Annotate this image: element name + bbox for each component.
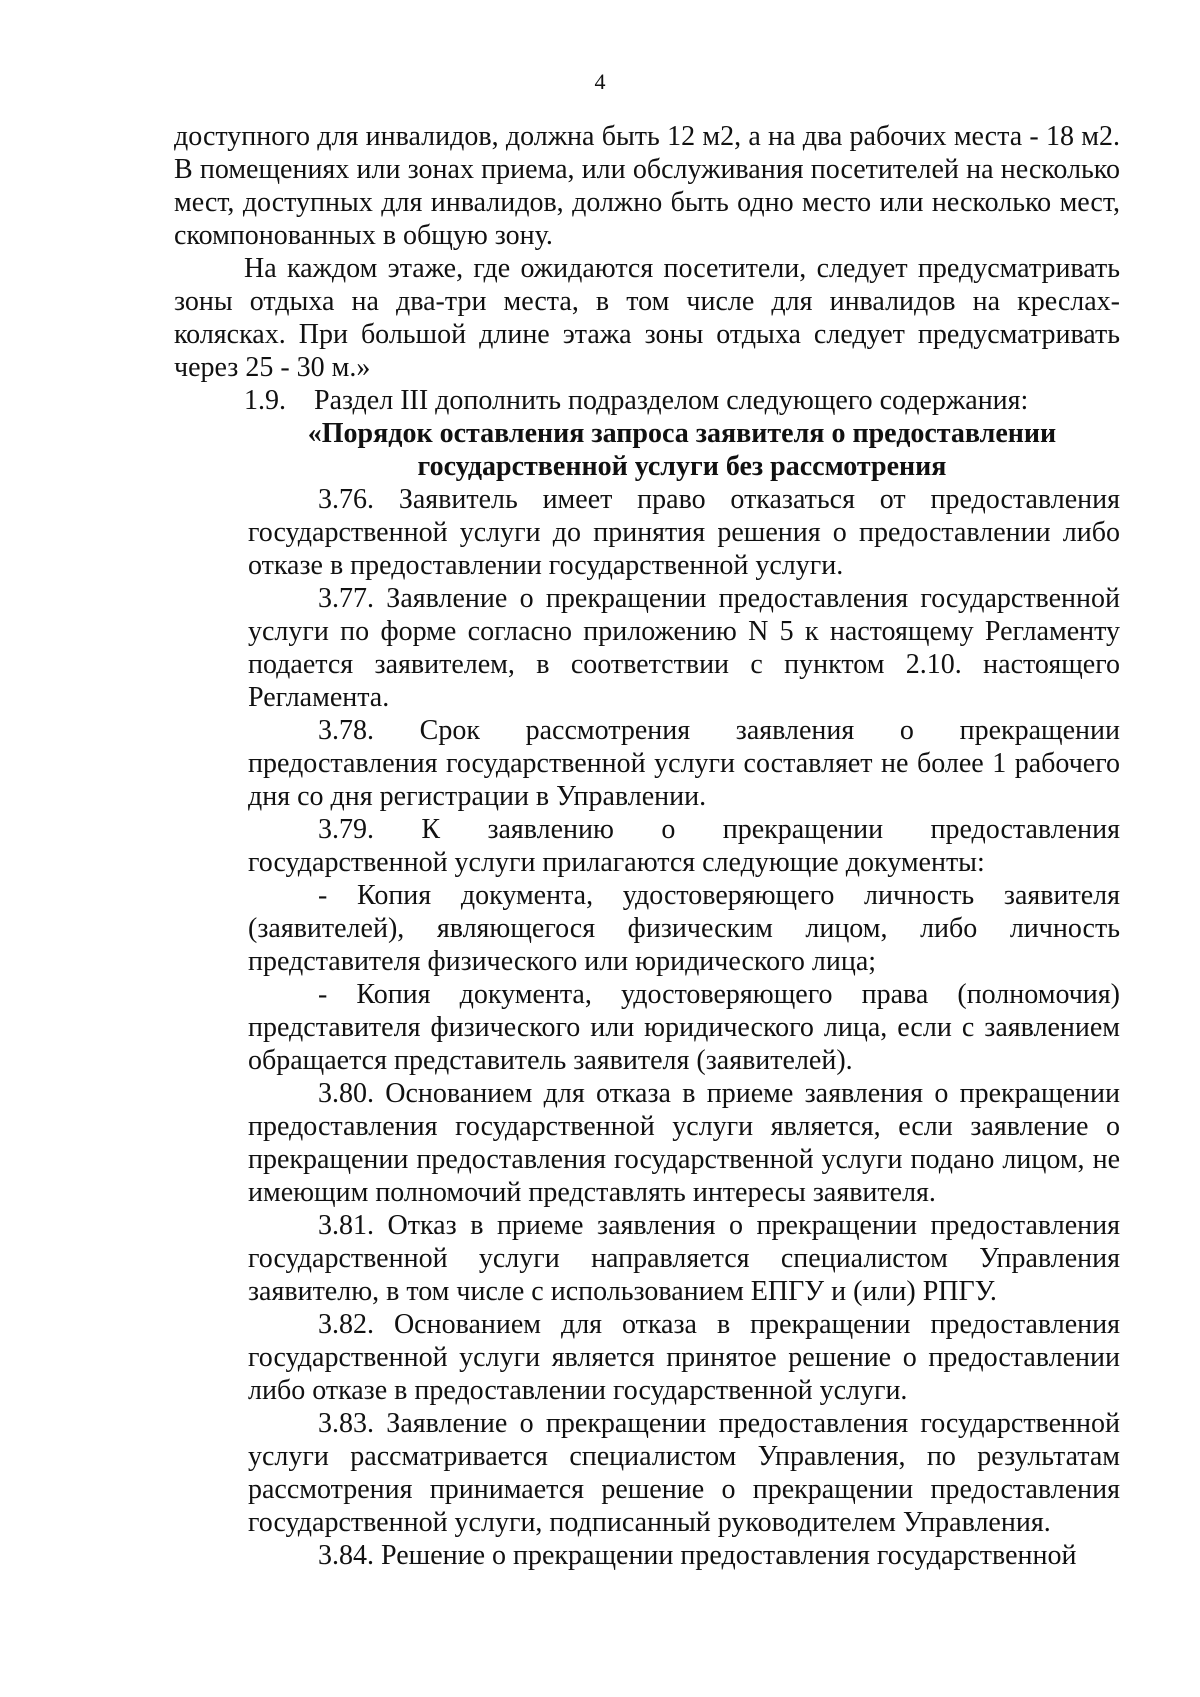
- section-paragraph: 3.82. Основанием для отказа в прекращении предоставления государственной услуги является принятое решение о предоставлении либо отказе в предоставлении государственной услуги.: [248, 1309, 1120, 1406]
- section-paragraph: 3.84. Решение о прекращении предоставления государственной: [318, 1540, 1077, 1571]
- section-title-line: государственной услуги без рассмотрения: [417, 451, 947, 482]
- list-item: - Копия документа, удостоверяющего личность заявителя (заявителей), являющегося физическим лицом, либо личность представителя физического или юридического лица;: [248, 880, 1120, 977]
- section-paragraph: 3.80. Основанием для отказа в приеме заявления о прекращении предоставления государственной услуги является, если заявление о прекращении предоставления государственной услуги подано лицом, не имеющим полномочий представлять интересы заявителя.: [248, 1078, 1120, 1208]
- document-text: [174, 120, 1120, 1572]
- section-title-line: «Порядок оставления запроса заявителя о предоставлении: [307, 418, 1057, 449]
- intro-paragraph: доступного для инвалидов, должна быть 12 м2, а на два рабочих места - 18 м2. В помещениях или зонах приема, или обслуживания посетителей на несколько мест, доступных для инвалидов, должно быть одно место или несколько мест, скомпонованных в общую зону.: [174, 121, 1120, 251]
- section-paragraph: 3.81. Отказ в приеме заявления о прекращении предоставления государственной услуги направляется специалистом Управления заявителю, в том числе с использованием ЕПГУ и (или) РПГУ.: [248, 1210, 1120, 1307]
- section-paragraph: 3.79. К заявлению о прекращении предоставления государственной услуги прилагаются следующие документы:: [248, 814, 1120, 878]
- intro-block: [174, 120, 1120, 384]
- item-heading: [174, 384, 1120, 417]
- section-title: [174, 417, 1120, 483]
- section-paragraph: 3.77. Заявление о прекращении предоставления государственной услуги по форме согласно приложению N 5 к настоящему Регламенту подается заявителем, в соответствии с пунктом 2.10. настоящего Регламента.: [248, 583, 1120, 713]
- section-body: [174, 483, 1120, 1572]
- intro-paragraph: На каждом этаже, где ожидаются посетители, следует предусматривать зоны отдыха на два-три места, в том числе для инвалидов на креслах-колясках. При большой длине этажа зоны отдыха следует предусматривать через 25 - 30 м.»: [174, 253, 1120, 383]
- section-paragraph: 3.83. Заявление о прекращении предоставления государственной услуги рассматривается специалистом Управления, по результатам рассмотрения принимается решение о прекращении предоставления государственной услуги, подписанный руководителем Управления.: [248, 1408, 1120, 1538]
- item-number: 1.9.: [244, 385, 286, 416]
- item-text: Раздел III дополнить подразделом следующего содержания:: [314, 385, 1029, 416]
- section-paragraph: 3.76. Заявитель имеет право отказаться от предоставления государственной услуги до принятия решения о предоставлении либо отказе в предоставлении государственной услуги.: [248, 484, 1120, 581]
- page-number: 4: [594, 69, 606, 94]
- section-paragraph: 3.78. Срок рассмотрения заявления о прекращении предоставления государственной услуги составляет не более 1 рабочего дня со дня регистрации в Управлении.: [248, 715, 1120, 812]
- list-item: - Копия документа, удостоверяющего права (полномочия) представителя физического или юридического лица, если с заявлением обращается представитель заявителя (заявителей).: [248, 979, 1120, 1076]
